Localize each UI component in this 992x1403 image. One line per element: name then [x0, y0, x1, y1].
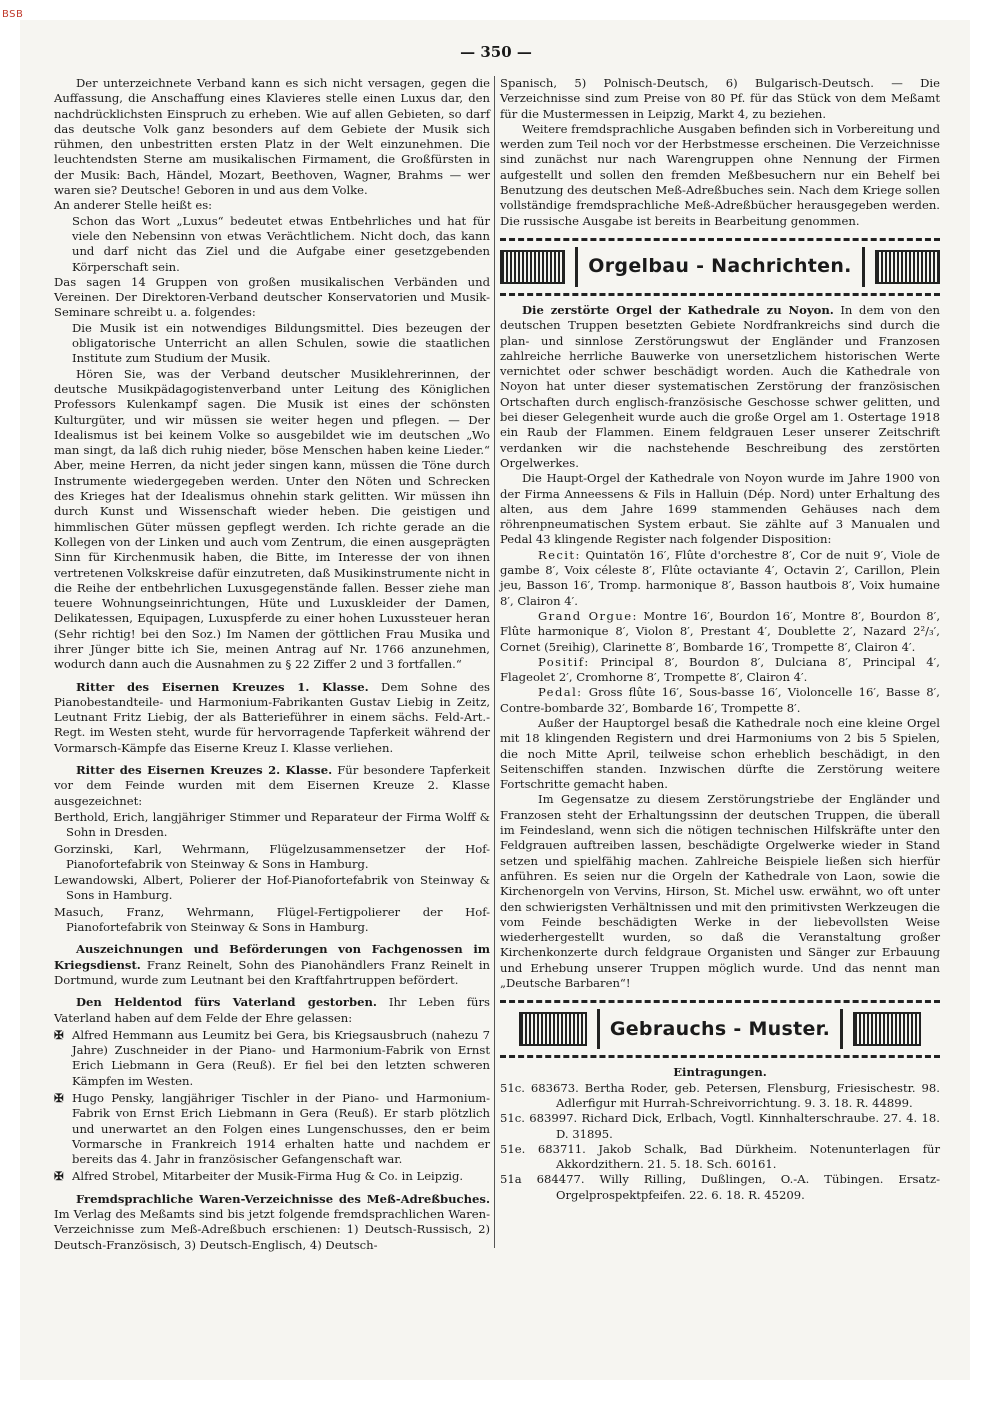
- notice-heading: Ritter des Eisernen Kreuzes 2. Klasse.: [76, 763, 333, 778]
- quote: Die Musik ist ein notwendiges Bildungsmittel. Dies bezeugen der obligatorische Unterricht an allen Schulen, sowie die staatlichen Institute zum Studium der Musik.: [72, 320, 490, 366]
- register-list: [500, 655, 940, 686]
- notice-text: Ihr Leben fürs Vaterland haben auf dem Felde der Ehre gelassen:: [54, 995, 490, 1025]
- paragraph: Der unterzeichnete Verband kann es sich nicht versagen, gegen die Auffassung, die Anschaffung eines Klavieres stelle einen Luxus dar, den nachdrücklichsten Einspruch zu erheben. Wie auf allen Gebieten, so darf das deutsche Volk ganz besonders auf dem Gebiete der Musik sich rühmen, den unbestritten ersten Platz in der Welt einzunehmen. Die leuchtendsten Sterne am musikalischen Firmament, die Großfürsten in der Musik: Bach, Händel, Mozart, Beethoven, Wagner, Brahms — wer waren sie? Deutsche! Geboren in und aus dem Volke.: [54, 76, 490, 198]
- paragraph: Im Gegensatze zu diesem Zerstörungstriebe der Engländer und Franzosen steht der Erhaltungssinn der deutschen Truppen, die überall im Feindesland, wenn sich die nötigen technischen Hilfskräfte unter den Feldgrauen auftreiben lassen, beschädigte Orgelwerke wieder in Stand setzen und spielfähig machen. Zahlreiche Beispiele ließen sich hierfür anführen. Es seien nur die Orgeln der Kathedrale von Laon, sowie die Kirchenorgeln von Vervins, Hirson, St. Michel usw. erwähnt, wo oft unter den schwierigsten Verhältnissen und mit den primitivsten Werkzeugen die vom Feinde beschädigten Werke in der liebevollsten Weise wiederhergestellt wurden, so daß die Veranstaltung großer Kirchenkonzerte durch feldgraue Organisten und Sänger zur Erbauung und Erhebung unserer Truppen möglich wurde. Und das nennt man „Deutsche Barbaren“!: [500, 792, 940, 991]
- paragraph: Weitere fremdsprachliche Ausgaben befinden sich in Vorbereitung und werden zum Teil noch vor der Herbstmesse erscheinen. Die Verzeichnisse sind zunächst nur nach Warengruppen ohne Nennung der Firmen aufgestellt und sollen den fremden Meßbesuchern nur ein Behelf bei Benutzung des deutschen Meß-Adreßbuches sein. Nach dem Kriege sollen vollständige fremdsprachliche Meß-Adreßbücher herausgegeben werden. Die russische Ausgabe ist bereits in Bearbeitung genommen.: [500, 121, 940, 228]
- list-item: Masuch, Franz, Wehrmann, Flügel-Fertigpolierer der Hof-Pianofortefabrik von Steinway & Sons in Hamburg.: [54, 904, 490, 935]
- ornament-icon: [853, 1012, 921, 1046]
- paragraph: Das sagen 14 Gruppen von großen musikalischen Verbänden und Vereinen. Der Direktoren-Verband deutscher Konservatorien und Musik-Seminare schreibt u. a. folgendes:: [54, 274, 490, 320]
- notice-auszeichnungen: [54, 942, 490, 988]
- divider: [575, 247, 578, 287]
- ornament-icon: [519, 1012, 587, 1046]
- article-heading: Die zerstörte Orgel der Kathedrale zu Noyon.: [522, 302, 834, 317]
- notice-fremdsprachlich: [54, 1192, 490, 1253]
- registry-entry: 51c. 683673. Bertha Roder, geb. Petersen, Flensburg, Friesischestr. 98. Adlerfigur mit Hurrah-Schreivorrichtung. 9. 3. 18. R. 44899.: [500, 1080, 940, 1110]
- obituary-item: [54, 1169, 490, 1184]
- right-column: [500, 76, 940, 1203]
- list-item: Gorzinski, Karl, Wehrmann, Flügelzusammensetzer der Hof-Pianofortefabrik von Steinway & Sons in Hamburg.: [54, 841, 490, 871]
- left-column: [54, 76, 490, 1253]
- ornament-icon: [875, 250, 940, 284]
- register-label: Positif:: [538, 654, 590, 669]
- paragraph: Außer der Hauptorgel besaß die Kathedrale noch eine kleine Orgel mit 18 klingenden Registern und drei Harmoniums von 2 bis 5 Spielen, die noch Mitte April, teilweise schon erheblich beschädigt, in den Seitenschiffen standen. Inzwischen dürfte die Zerstörung weitere Fortschritte gemacht haben.: [500, 715, 940, 792]
- register-text: Quintatön 16′, Flûte d'orchestre 8′, Cor de nuit 9′, Viole de gambe 8′, Voix céleste 8′, Flûte octaviante 4′, Octavin 2′, Carillon, Plein jeu, Basson 16′, Tromp. harmonique 8′, Basson hautbois 8′, Voix humaine 8′, Clairon 4′.: [500, 547, 940, 608]
- section-title: Orgelbau - Nachrichten.: [588, 255, 852, 278]
- library-watermark: BSB: [2, 9, 24, 20]
- paragraph: Spanisch, 5) Polnisch-Deutsch, 6) Bulgarisch-Deutsch. — Die Verzeichnisse sind zum Preise von 80 Pf. für das Stück von dem Meßamt für die Mustermessen in Leipzig, Markt 4, zu beziehen.: [500, 76, 940, 121]
- notice-text: Franz Reinelt, Sohn des Pianohändlers Franz Reinelt in Dortmund, wurde zum Leutnant bei den Kraftfahrtruppen befördert.: [54, 957, 490, 987]
- obituary-text: Hugo Pensky, langjähriger Tischler in der Piano- und Harmonium-Fabrik von Ernst Erich Liebmann in Gera (Reuß). Er starb plötzlich und unerwartet an den Folgen eines Lungenschusses, den er beim Vormarsche in Frankreich 1914 erhalten hatte und nachdem er bereits das 4. Jahr in französischer Gefangenschaft war.: [72, 1091, 490, 1167]
- notice-heading: Auszeichnungen und Beförderungen von Fachgenossen im Kriegsdienst.: [54, 942, 490, 972]
- notice-heldentod: [54, 995, 490, 1026]
- register-text: Gross flûte 16′, Sous-basse 16′, Violoncelle 16′, Basse 8′, Contre-bombarde 32′, Bombarde 16′, Trompette 8′.: [500, 685, 940, 715]
- section-title: Gebrauchs - Muster.: [609, 1017, 831, 1040]
- notice-text: Für besondere Tapferkeit vor dem Feinde wurden mit dem Eisernen Kreuze 2. Klasse ausgezeichnet:: [54, 763, 490, 808]
- notice-text: Dem Sohne des Pianobestandteile- und Harmonium-Fabrikanten Gustav Liebig in Zeitz, Leutnant Fritz Liebig, der als Batterieführer in einem sächs. Feld-Art.-Regt. im Westen steht, wurde für hervorragende Tapferkeit während der Vormarsch-Kämpfe das Eiserne Kreuz I. Klasse verliehen.: [54, 679, 490, 755]
- iron-cross-icon: ✠: [54, 1027, 64, 1042]
- register-list: [500, 685, 940, 716]
- register-text: Montre 16′, Bourdon 16′, Montre 8′, Bourdon 8′, Flûte harmonique 8′, Violon 8′, Prestant 4′, Doublette 2′, Nazard 2²/₃′, Cornet (5reihig), Clarinette 8′, Bombarde 16′, Trompette 8′, Clairon 4′.: [500, 608, 941, 654]
- registry-entry: 51e. 683711. Jakob Schalk, Bad Dürkheim. Notenunterlagen für Akkordzithern. 21. 5. 18. Sch. 60161.: [500, 1141, 940, 1172]
- register-label: Recit:: [538, 547, 581, 562]
- iron-cross-icon: ✠: [54, 1091, 64, 1105]
- register-list: [500, 548, 940, 609]
- column-rule: [494, 76, 495, 1248]
- notice-heading: Fremdsprachliche Waren-Verzeichnisse des Meß-Adreßbuches.: [76, 1191, 490, 1206]
- article-noyon: [500, 303, 940, 471]
- register-label: Grand Orgue:: [538, 608, 638, 623]
- notice-ek1: [54, 680, 490, 756]
- ornament-icon: [500, 250, 565, 284]
- paragraph: Die Haupt-Orgel der Kathedrale von Noyon wurde im Jahre 1900 von der Firma Anneessens & Fils in Halluin (Dép. Nord) unter Erhaltung des alten, aus dem Jahre 1699 stammenden Gehäuses nach dem röhrenpneumatischen System erbaut. Sie zählte auf 3 Manualen und Pedal 43 klingende Register nach folgender Disposition:: [500, 471, 940, 547]
- section-banner-orgelbau: [500, 238, 940, 296]
- iron-cross-icon: ✠: [54, 1169, 64, 1184]
- registry-entry: 51c. 683997. Richard Dick, Erlbach, Vogtl. Kinnhalterschraube. 27. 4. 18. D. 31895.: [500, 1111, 940, 1141]
- list-item: Lewandowski, Albert, Polierer der Hof-Pianofortefabrik von Steinway & Sons in Hamburg.: [54, 873, 490, 903]
- article-text: In dem von den deutschen Truppen besetzten Gebiete Nordfrankreichs sind durch die plan- und sinnlose Zerstörungswut der Engländer und Franzosen zahlreiche herrliche Bauwerke von unersetzlichem historischen Werte vernichtet oder schwer beschädigt worden. Auch die Kathedrale von Noyon hat unter dieser systematischen Zerstörung der französischen Ortschaften durch englisch-französische Geschosse schwer gelitten, und bei dieser Gelegenheit wurde auch die große Orgel am 1. Ostertage 1918 ein Raub der Flammen. Einem feldgrauen Leser unserer Zeitschrift verdanken wir die nachstehende Beschreibung des zerstörten Orgelwerkes.: [500, 302, 940, 470]
- paragraph: Hören Sie, was der Verband deutscher Musiklehrerinnen, der deutsche Musikpädagogistenverband unter Leitung des Königlichen Professors Kulenkampf sagen. Die Musik ist eines der schönsten Kulturgüter, und wir müssen sie weiter hegen und pflegen. — Der Idealismus ist bei keinem Volke so ausgebildet wie im deutschen „Wo man singt, da laß dich ruhig nieder, böse Menschen haben keine Lieder.“ Aber, meine Herren, da nicht jeder singen kann, müssen die Töne durch Instrumente wiedergegeben werden. Unter den Nöten und Schrecken des Krieges hat der Idealismus ohnehin stark gelitten. Wir müssen ihn durch Kunst und Wissenschaft wieder heben. Die geistigen und himmlischen Güter müssen gepflegt werden. Ich richte gerade an die Kollegen von der Linken und auch vom Zentrum, die einen ausgeprägten Sinn für Kirchenmusik haben, die Bitte, im Interesse der von ihnen vertretenen Volkskreise dafür einzutreten, daß Musikinstrumente nicht in die Reihe der entbehrlichen Luxusgegenstände fallen. Besser ziehe man teuere Wohnungseinrichtungen, Hüte und Luxuskleider der Damen, Delikatessen, Equipagen, Luxuspferde zu einer hohen Luxussteuer heran (Sehr richtig! bei den Soz.) Im Namen der göttlichen Frau Musika und ihrer Jünger bitte ich Sie, meinen Antrag auf Nr. 1766 anzunehmen, wodurch dann auch die Ausnahmen zu § 22 Ziffer 2 und 3 fortfallen.“: [54, 366, 490, 672]
- divider: [840, 1009, 843, 1049]
- paragraph: An anderer Stelle heißt es:: [54, 198, 213, 213]
- notice-text: Im Verlag des Meßamts sind bis jetzt folgende fremdsprachlichen Waren-Verzeichnisse zum Meß-Adreßbuch erschienen: 1) Deutsch-Russisch, 2) Deutsch-Französisch, 3) Deutsch-Englisch, 4) Deutsch-: [54, 1207, 490, 1252]
- registry-entry: 51a 684477. Willy Rilling, Dußlingen, O.-A. Tübingen. Ersatz-Orgelprospektpfeifen. 22. 6. 18. R. 45209.: [500, 1172, 940, 1202]
- obituary-text: Alfred Strobel, Mitarbeiter der Musik-Firma Hug & Co. in Leipzig.: [72, 1169, 464, 1184]
- divider: [597, 1009, 600, 1049]
- register-text: Principal 8′, Bourdon 8′, Dulciana 8′, Principal 4′, Flageolet 2′, Cromhorne 8′, Trompette 8′, Clairon 4′.: [500, 654, 940, 685]
- quote: Schon das Wort „Luxus“ bedeutet etwas Entbehrliches und hat für viele den Nebensinn von etwas Verächtlichem. Nicht doch, das kann und darf nicht das Ziel und die Aufgabe einer gesetzgebenden Körperschaft sein.: [72, 213, 490, 274]
- subsection-heading: Eintragungen.: [673, 1065, 767, 1080]
- register-label: Pedal:: [538, 685, 583, 700]
- register-list: [500, 609, 940, 655]
- obituary-item: [54, 1028, 490, 1089]
- obituary-text: Alfred Hemmann aus Leumitz bei Gera, bis Kriegsausbruch (nahezu 7 Jahre) Zuschneider in der Piano- und Harmonium-Fabrik von Ernst Erich Liebmann in Gera (Reuß). Er fiel bei den letzten schweren Kämpfen im Westen.: [72, 1027, 490, 1088]
- divider: [862, 247, 865, 287]
- notice-heading: Ritter des Eisernen Kreuzes 1. Klasse.: [76, 679, 369, 694]
- section-banner-gebrauchsmuster: [500, 1000, 940, 1058]
- list-item: Berthold, Erich, langjähriger Stimmer und Reparateur der Firma Wolff & Sohn in Dresden.: [54, 809, 490, 840]
- obituary-item: [54, 1091, 490, 1167]
- notice-ek2: [54, 763, 490, 809]
- notice-heading: Den Heldentod fürs Vaterland gestorben.: [76, 995, 377, 1010]
- page-number: — 350 —: [460, 43, 532, 61]
